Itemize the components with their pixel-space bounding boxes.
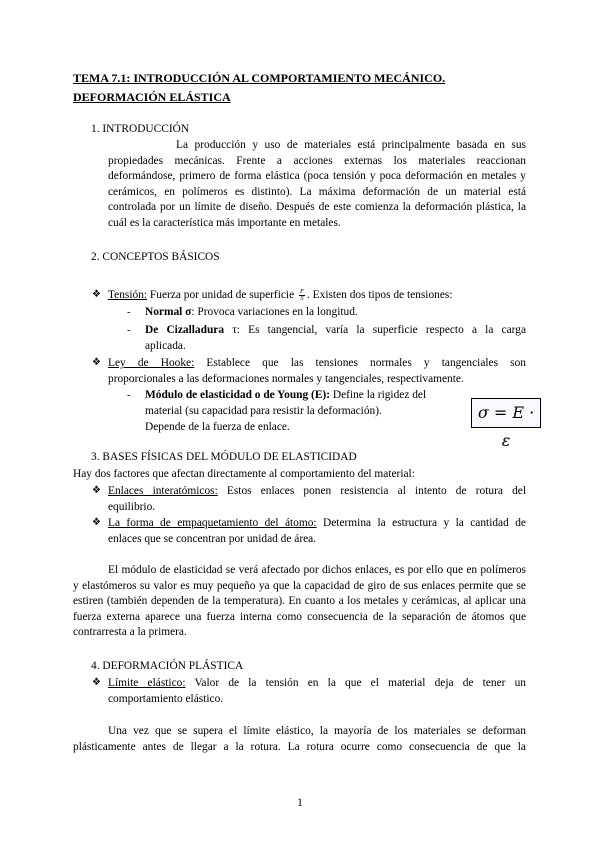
limite-elastico-line1: Límite elástico: Valor de la tensión en la que el material deja de tener un [108,677,526,689]
tension-cizalladura-line1: De Cizalladura τ: Es tangencial, varía la superficie respecto a la carga [145,324,526,336]
tension-definition: Tensión: Fuerza por unidad de superficie $\frac{F}{S}$ . Existen dos tipos de tensiones: [108,287,453,302]
ley-hooke-line1: Ley de Hooke: Establece que las tensiones normales y tangenciales son [108,357,527,369]
document-title-line1: TEMA 7.1: INTRODUCCIÓN AL COMPORTAMIENTO MECÁNICO. [73,71,446,85]
document-title-line2: DEFORMACIÓN ELÁSTICA [73,90,231,104]
section-heading-introduccion: 1. INTRODUCCIÓN [91,123,190,135]
tension-term: Tensión: [108,289,148,301]
deformacion-plastica-paragraph: Una vez que se supera el límite elástico, la mayoría de los materiales se deforman plásticamente antes de llegar a la rotura. La rotura ocurre como consecuencia de que la [73,725,526,753]
dash-marker: - [127,389,131,401]
young-modulus-line2: material (su capacidad para resistir la deformación). [145,405,382,417]
enlaces-interatomicos-line1: Enlaces interatómicos: Estos enlaces ponen resistencia al intento de rotura del [108,485,526,497]
modulo-elasticidad-paragraph: El módulo de elasticidad se verá afectado por dichos enlaces, es por ello que en polímeros y elastómeros su valor es muy pequeño ya que la capacidad de giro de sus enlaces permite que se estiren (también dependen de la temperatura). En cuanto a los metales y cerámicas, al aplicar una fuerza externa aparece una fuerza interna como consecuencia de la separación de átomos que contrarresta a la primera. [73,564,526,638]
bullet-icon: ❖ [92,357,101,368]
bases-fisicas-intro: Hay dos factores que afectan directamente al comportamiento del material: [73,468,415,480]
introduccion-paragraph: La producción y uso de materiales está principalmente basada en sus propiedades mecánicas. Frente a acciones externas los materiales reaccionan deformándose, primero de forma elástica (poca tensión y poca deformación en metales y cerámicos, en polímeros es distinto). La máxima deformación de un material está controlada por un límite de diseño. Después de este comienza la deformación plástica, la cuál es la característica más importante en metales. [108,139,526,229]
fraction-f-over-s: $\frac{F}{S}$ [300,287,304,302]
ley-hooke-line2: proporcionales a las deformaciones normales y tangenciales, respectivamente. [108,373,464,385]
bullet-icon: ❖ [92,677,101,688]
limite-elastico-line2: comportamiento elástico. [108,693,224,705]
hooke-formula-box: σ = E · ε [471,398,541,428]
page-number: 1 [297,797,303,809]
bullet-icon: ❖ [92,517,101,528]
tension-normal: Normal σ: Provoca variaciones en la longitud. [145,306,358,318]
section-heading-bases-fisicas: 3. BASES FÍSICAS DEL MÓDULO DE ELASTICIDAD [91,451,357,463]
forma-empaquetamiento-line2: enlaces que se concentran por unidad de área. [108,533,317,545]
forma-empaquetamiento-line1: La forma de empaquetamiento del átomo: Determina la estructura y la cantidad de [108,517,526,529]
enlaces-interatomicos-line2: equilibrio. [108,501,156,513]
bullet-icon: ❖ [92,289,101,300]
bullet-icon: ❖ [92,485,101,496]
young-modulus-line3: Depende de la fuerza de enlace. [145,421,290,433]
dash-marker: - [127,306,131,318]
young-modulus-line1: Módulo de elasticidad o de Young (E): Define la rigidez del [145,389,427,401]
tension-cizalladura-line2: aplicada. [145,340,186,352]
section-heading-conceptos: 2. CONCEPTOS BÁSICOS [91,251,220,263]
dash-marker: - [127,324,131,336]
section-heading-deformacion-plastica: 4. DEFORMACIÓN PLÁSTICA [91,660,244,672]
